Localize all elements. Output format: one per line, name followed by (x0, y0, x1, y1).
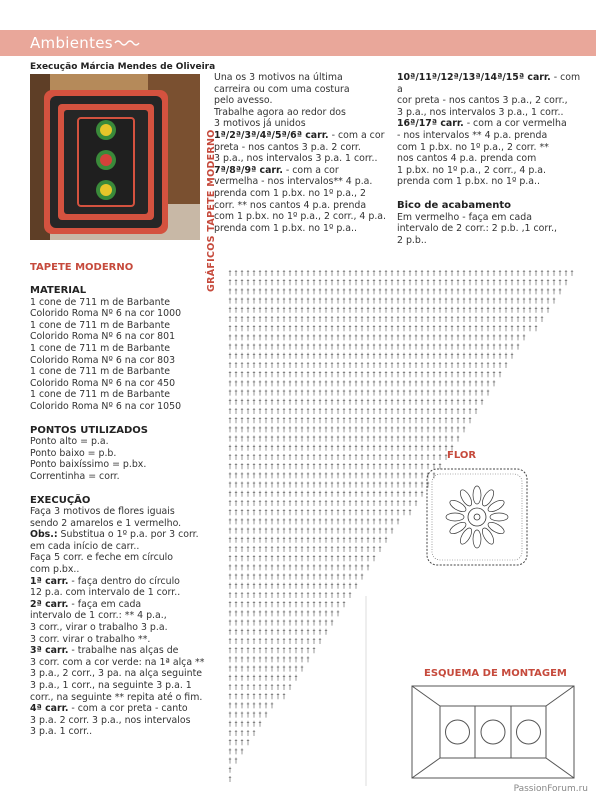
text-line: Colorido Roma Nº 6 na cor 803 (30, 354, 176, 366)
text-line (397, 165, 587, 177)
row-text: corr. ** nos cantos 4 p.a. prenda (214, 199, 367, 211)
text-line: intervalo de 2 corr.: 2 p.b. ,1 corr., (397, 223, 558, 235)
text-line (214, 211, 392, 223)
text-line: Ponto alto = p.a. (30, 436, 109, 448)
text-line (30, 703, 210, 715)
row-label: 7ª/8ª/9ª carr. (214, 164, 283, 176)
row-text: 3 corr., virar o trabalho 3 p.a. (30, 622, 168, 634)
wave-ornament-icon (114, 38, 140, 48)
text-line (214, 165, 392, 177)
text-line (30, 564, 210, 576)
row-text: em cada início de carr.. (30, 540, 140, 552)
petal (480, 488, 496, 508)
text-line (397, 95, 587, 107)
petal (486, 520, 506, 536)
text-line: Ponto baixo = p.b. (30, 447, 117, 459)
text-line (30, 657, 210, 669)
row-text: prenda com 1 p.bx. no 1º p.a.. (397, 176, 540, 188)
text-line: carreira ou com uma costura (214, 83, 350, 95)
execucao-title: EXECUÇÃO (30, 494, 91, 506)
petal (480, 526, 496, 546)
text-line (30, 668, 210, 680)
flower-chart (424, 466, 530, 568)
text-line (397, 118, 587, 130)
text-line (30, 576, 210, 588)
petal (473, 486, 481, 504)
row-text: - trabalhe nas alças de (68, 645, 179, 657)
section-title: Ambientes (30, 34, 113, 52)
petal (486, 498, 506, 514)
row-text: cor preta - nos cantos 3 p.a., 2 corr., (397, 95, 568, 107)
text-line (397, 72, 587, 95)
row-text: intervalo de 1 corr.: ** 4 p.a., (30, 610, 167, 622)
row-text: prenda com 1 p.bx. no 1º p.a.. (214, 222, 357, 234)
instructions-middle (214, 72, 392, 234)
text-line (397, 176, 587, 188)
row-label: Obs.: (30, 529, 58, 541)
row-text: nos cantos 4 p.a. prenda com (397, 153, 537, 165)
text-line (214, 200, 392, 212)
row-text: com 1 p.bx. no 1º p.a., 2 corr., 4 p.a. (214, 211, 387, 223)
row-text: prenda com 1 p.bx. no 1º p.a., 2 (214, 187, 366, 199)
text-line (214, 188, 392, 200)
bico-title: Bico de acabamento (397, 199, 512, 211)
text-line: 1 cone de 711 m de Barbante (30, 389, 171, 401)
text-line (30, 541, 210, 553)
text-line (30, 634, 210, 646)
text-line: Colorido Roma Nº 6 na cor 1000 (30, 308, 182, 320)
row-text: Faça 5 corr. e feche em círculo (30, 552, 174, 564)
row-text: com p.bx.. (30, 564, 80, 576)
text-line (397, 153, 587, 165)
row-label: 1ª/2ª/3ª/4ª/5ª/6ª carr. (214, 129, 329, 141)
pontos-title: PONTOS UTILIZADOS (30, 424, 148, 436)
text-line (30, 552, 210, 564)
text-line (30, 715, 210, 727)
text-line: Colorido Roma Nº 6 na cor 450 (30, 377, 176, 389)
row-text: 3 p.a., nos intervalos 3 p.a., 1 corr.. (397, 106, 564, 118)
row-text: - com a cor (282, 164, 339, 176)
petal (448, 520, 468, 536)
instructions-right (397, 72, 587, 246)
text-line: Em vermelho - faça em cada (397, 211, 532, 223)
text-line (30, 506, 210, 518)
row-text: sendo 2 amarelos e 1 vermelho. (30, 517, 182, 529)
petal (448, 498, 468, 514)
text-line: Correntinha = corr. (30, 470, 120, 482)
text-line: Colorido Roma Nº 6 na cor 801 (30, 331, 176, 343)
row-text: - com a cor (328, 129, 385, 141)
text-line (214, 130, 392, 142)
watermark: PassionForum.ru (513, 784, 588, 794)
text-line (214, 142, 392, 154)
text-line: Ponto baixíssimo = p.bx. (30, 459, 147, 471)
row-text: 12 p.a. com intervalo de 1 corr.. (30, 587, 181, 599)
row-text: Faça 3 motivos de flores iguais (30, 506, 175, 518)
text-line (30, 518, 210, 530)
text-line (30, 680, 210, 692)
row-label: 4ª carr. (30, 703, 69, 715)
row-text: corr., na seguinte ** repita até o fim. (30, 691, 203, 703)
text-line (30, 610, 210, 622)
text-line (397, 142, 587, 154)
text-line: 1 cone de 711 m de Barbante (30, 342, 171, 354)
petal (458, 488, 474, 508)
row-text: 3 p.a., 1 corr., na seguinte 3 p.a. 1 (30, 680, 192, 691)
section-banner (0, 30, 596, 56)
row-text: - com a cor preta - canto (68, 703, 188, 715)
row-text: com 1 p.bx. no 1º p.a., 2 corr. ** (397, 141, 549, 153)
row-label: 10ª/11ª/12ª/13ª/14ª/15ª carr. (397, 72, 551, 83)
text-line (30, 726, 210, 738)
row-text: Substitua o 1º p.a. por 3 corr. (57, 529, 199, 541)
row-text: preta - nos cantos 3 p.a. 2 corr. (214, 141, 361, 153)
row-text: - nos intervalos ** 4 p.a. prenda (397, 129, 548, 141)
row-label: 3ª carr. (30, 645, 69, 657)
text-line (30, 529, 210, 541)
row-text: - faça em cada (68, 598, 142, 610)
row-text: 3 p.a. 2 corr. 3 p.a., nos intervalos (30, 714, 191, 726)
text-line (30, 645, 210, 657)
text-line (397, 107, 587, 119)
esquema-title: ESQUEMA DE MONTAGEM (424, 668, 567, 679)
text-line (30, 599, 210, 611)
row-text: 3 p.a., 2 corr., 3 pa. na alça seguinte (30, 668, 203, 680)
credit-line: Execução Márcia Mendes de Oliveira (30, 62, 216, 72)
row-label: 2ª carr. (30, 598, 69, 610)
row-text: 3 p.a. 1 corr.. (30, 726, 93, 738)
text-line (214, 153, 392, 165)
row-text: 3 p.a., nos intervalos 3 p.a. 1 corr.. (214, 153, 378, 165)
row-text: 1 p.bx. no 1º p.a., 2 corr., 4 p.a. (397, 164, 547, 176)
petal (446, 513, 464, 521)
row-label: 1ª carr. (30, 575, 69, 587)
text-line (30, 622, 210, 634)
flower-petals (446, 486, 508, 548)
row-text: - faça dentro do círculo (68, 575, 180, 587)
row-text: 3 corr. virar o trabalho **. (30, 633, 151, 645)
assembly-diagram (410, 684, 576, 780)
text-line: Trabalhe agora ao redor dos (214, 106, 346, 118)
material-title: MATERIAL (30, 285, 87, 296)
text-line: Una os 3 motivos na última (214, 72, 343, 83)
charts-vertical-title: GRÁFICOS TAPETE MODERNO (206, 129, 217, 292)
text-line: 2 p.b.. (397, 234, 427, 246)
row-text: vermelha - nos intervalos** 4 p.a. (214, 176, 373, 188)
pattern-title: TAPETE MODERNO (30, 262, 134, 273)
petal (473, 530, 481, 548)
text-line (30, 587, 210, 599)
text-line (397, 130, 587, 142)
petal (490, 513, 508, 521)
flor-title: FLOR (447, 450, 477, 461)
rug-photo (30, 74, 200, 240)
text-line: Colorido Roma Nº 6 na cor 1050 (30, 400, 182, 412)
text-line: 3 motivos já unidos (214, 118, 306, 130)
row-text: - com a cor vermelha (463, 118, 567, 130)
row-text: - com a (397, 72, 581, 95)
text-line: 1 cone de 711 m de Barbante (30, 366, 171, 378)
row-label: 16ª/17ª carr. (397, 118, 464, 130)
text-line: 1 cone de 711 m de Barbante (30, 319, 171, 331)
text-line: pelo avesso. (214, 95, 273, 107)
text-line (30, 692, 210, 704)
row-text: 3 corr. com a cor verde: na 1ª alça ** (30, 656, 205, 668)
text-line (214, 176, 392, 188)
petal (458, 526, 474, 546)
text-line: 1 cone de 711 m de Barbante (30, 296, 171, 308)
instructions-left (30, 285, 210, 738)
text-line (214, 223, 392, 235)
